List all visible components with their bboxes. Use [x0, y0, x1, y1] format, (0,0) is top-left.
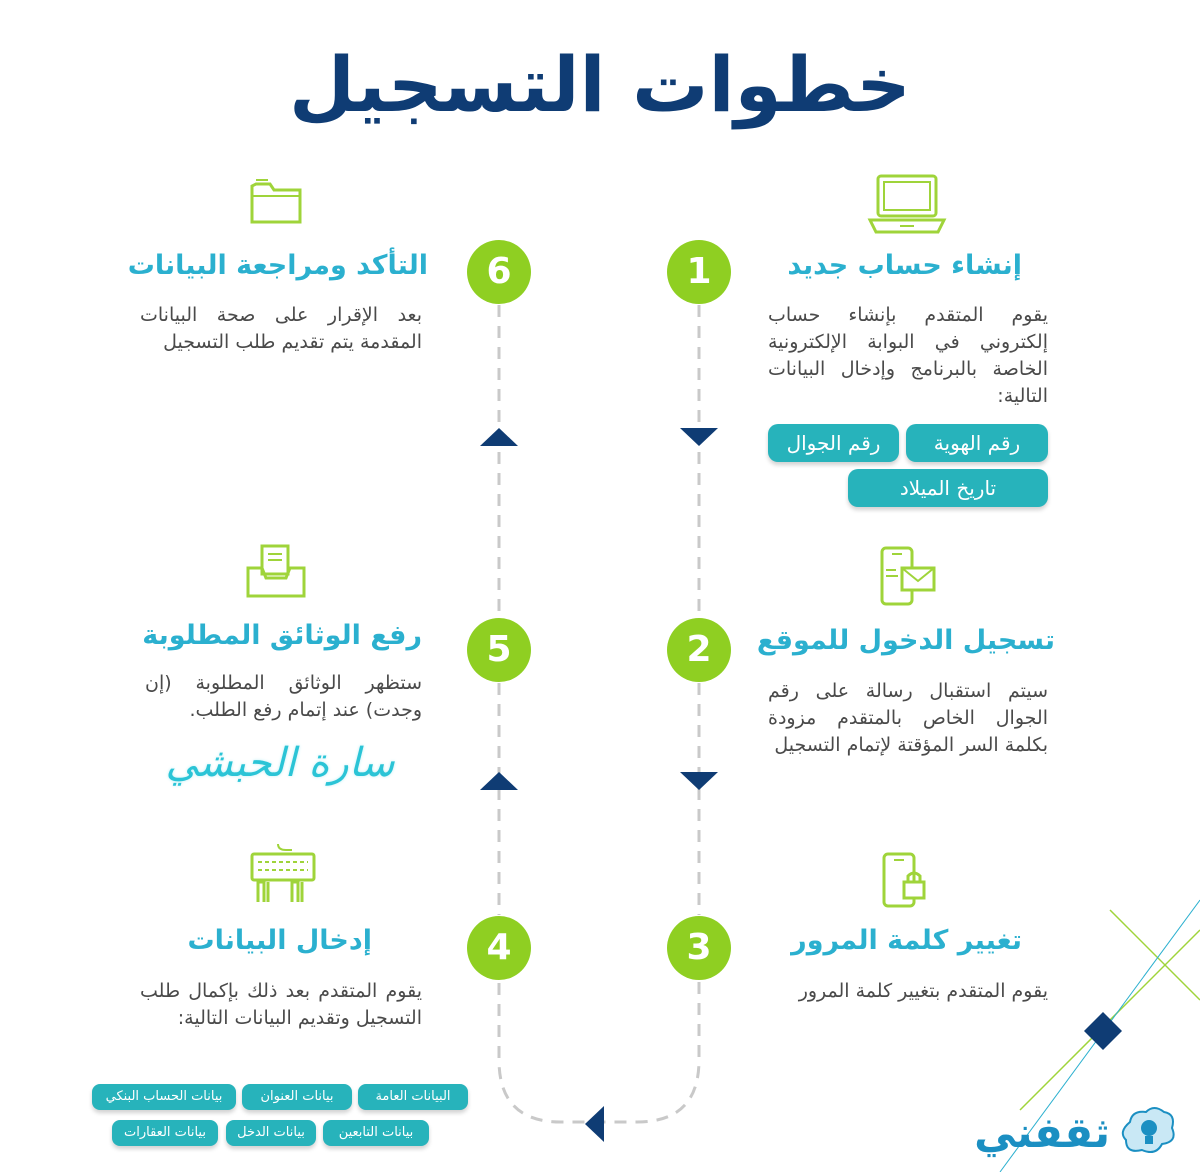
- chip-address-data: بيانات العنوان: [242, 1084, 352, 1110]
- chip-property-data: بيانات العقارات: [112, 1120, 218, 1146]
- corner-diamond: [1084, 1012, 1122, 1050]
- folder-icon: [248, 176, 304, 226]
- step-2-title: تسجيل الدخول للموقع: [756, 625, 1055, 656]
- arrow-up-1: [480, 428, 518, 446]
- chip-id-number: رقم الهوية: [906, 424, 1048, 462]
- chip-mobile-number: رقم الجوال: [768, 424, 899, 462]
- arrow-up-2: [480, 772, 518, 790]
- step-1-title: إنشاء حساب جديد: [787, 250, 1022, 281]
- site-logo-text: ثقفني: [974, 1108, 1110, 1157]
- chip-birth-date: تاريخ الميلاد: [848, 469, 1048, 507]
- step-4-title: إدخال البيانات: [187, 925, 372, 956]
- step-2-number: 2: [667, 618, 731, 682]
- chip-dependents-data: بيانات التابعين: [323, 1120, 429, 1146]
- laptop-icon: [866, 172, 948, 236]
- step-4-number: 4: [467, 916, 531, 980]
- step-2-desc: سيتم استقبال رسالة على رقم الجوال الخاص بالمتقدم مزودة بكلمة السر المؤقتة لإتمام التسجيل: [768, 680, 1048, 756]
- page-title: خطوات التسجيل: [289, 40, 911, 129]
- step-1-desc: يقوم المتقدم بإنشاء حساب إلكتروني في البوابة الإلكترونية الخاصة بالبرنامج وإدخال البيانات التالية:: [768, 304, 1048, 407]
- watermark-signature: سارة الحبشي: [165, 740, 395, 786]
- step-3-number: 3: [667, 916, 731, 980]
- step-5-number: 5: [467, 618, 531, 682]
- step-6-title: التأكد ومراجعة البيانات: [127, 250, 428, 281]
- step-6-number: 6: [467, 240, 531, 304]
- step-6-desc: بعد الإقرار على صحة البيانات المقدمة يتم تقديم طلب التسجيل: [140, 304, 422, 353]
- phone-message-icon: [876, 546, 938, 608]
- step-4-desc: يقوم المتقدم بعد ذلك بإكمال طلب التسجيل وتقديم البيانات التالية:: [140, 980, 422, 1029]
- chip-bank-data: بيانات الحساب البنكي: [92, 1084, 236, 1110]
- document-tray-icon: [244, 542, 308, 600]
- phone-lock-icon: [880, 852, 928, 910]
- step-5-title: رفع الوثائق المطلوبة: [142, 620, 422, 651]
- step-5-desc: ستظهر الوثائق المطلوبة (إن وجدت) عند إتمام رفع الطلب.: [145, 672, 422, 721]
- chip-income-data: بيانات الدخل: [226, 1120, 316, 1146]
- keyboard-hands-icon: [248, 842, 318, 906]
- arrow-down-2: [680, 772, 718, 790]
- arrow-down-1: [680, 428, 718, 446]
- chip-general-data: البيانات العامة: [358, 1084, 468, 1110]
- lightbulb-icon: [1118, 1104, 1178, 1164]
- step-1-number: 1: [667, 240, 731, 304]
- step-3-desc: يقوم المتقدم بتغيير كلمة المرور: [798, 980, 1048, 1002]
- step-3-title: تغيير كلمة المرور: [791, 925, 1022, 956]
- arrow-left-bottom: [585, 1106, 604, 1142]
